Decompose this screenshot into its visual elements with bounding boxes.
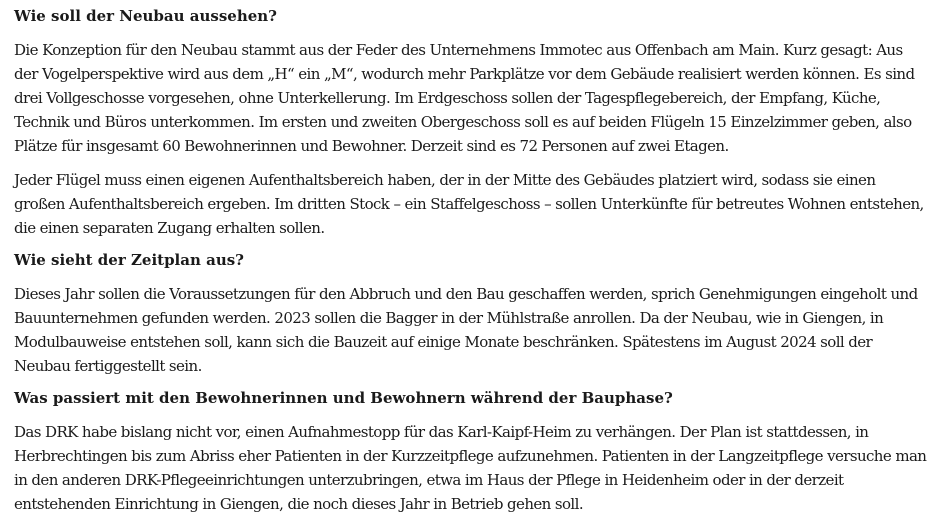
section-heading: Was passiert mit den Bewohnerinnen und Bewohnern während der Bauphase? <box>14 389 673 407</box>
paragraph: Dieses Jahr sollen die Voraussetzungen für den Abbruch und den Bau geschaffen werden, sprich Genehmigungen eingeholt und Bauunternehmen gefunden werden. 2023 sollen die Bagger in der Mühlstraße anrollen. Da der Neubau, wie in Giengen, in Modulbauweise entstehen soll, kann sich die Bauzeit auf einige Monate beschränken. Spätestens im August 2024 soll der Neubau fertiggestellt sein. <box>14 285 918 375</box>
paragraph: Jeder Flügel muss einen eigenen Aufenthaltsbereich haben, der in der Mitte des Gebäudes platziert wird, sodass sie einen großen Aufenthaltsbereich ergeben. Im dritten Stock – ein Staffelgeschoss – sollen Unterkünfte für betreutes Wohnen entstehen, die einen separaten Zugang erhalten sollen. <box>14 171 924 237</box>
section-heading: Wie sieht der Zeitplan aus? <box>14 251 244 269</box>
section-bauphase <box>14 388 929 516</box>
paragraph: Die Konzeption für den Neubau stammt aus der Feder des Unternehmens Immotec aus Offenbach am Main. Kurz gesagt: Aus der Vogelperspektive wird aus dem „H“ ein „M“, wodurch mehr Parkplätze vor dem Gebäude realisiert werden können. Es sind drei Vollgeschosse vorgesehen, ohne Unterkellerung. Im Erdgeschoss sollen der Tagespflegebereich, der Empfang, Küche, Technik und Büros unterkommen. Im ersten und zweiten Obergeschoss soll es auf beiden Flügeln 15 Einzelzimmer geben, also Plätze für insgesamt 60 Bewohnerinnen und Bewohner. Derzeit sind es 72 Personen auf zwei Etagen. <box>14 41 915 155</box>
section-neubau <box>14 6 929 240</box>
section-heading: Wie soll der Neubau aussehen? <box>14 7 277 25</box>
paragraph: Das DRK habe bislang nicht vor, einen Aufnahmestopp für das Karl-Kaipf-Heim zu verhängen. Der Plan ist stattdessen, in Herbrechtingen bis zum Abriss eher Patienten in der Kurzzeitpflege aufzunehmen. Patienten in der Langzeitpflege versuche man in den anderen DRK-Pflegeeinrichtungen unterzubringen, etwa im Haus der Pflege in Heidenheim oder in der derzeit entstehenden Einrichtung in Giengen, die noch dieses Jahr in Betrieb gehen soll. <box>14 423 927 513</box>
section-zeitplan <box>14 250 929 378</box>
